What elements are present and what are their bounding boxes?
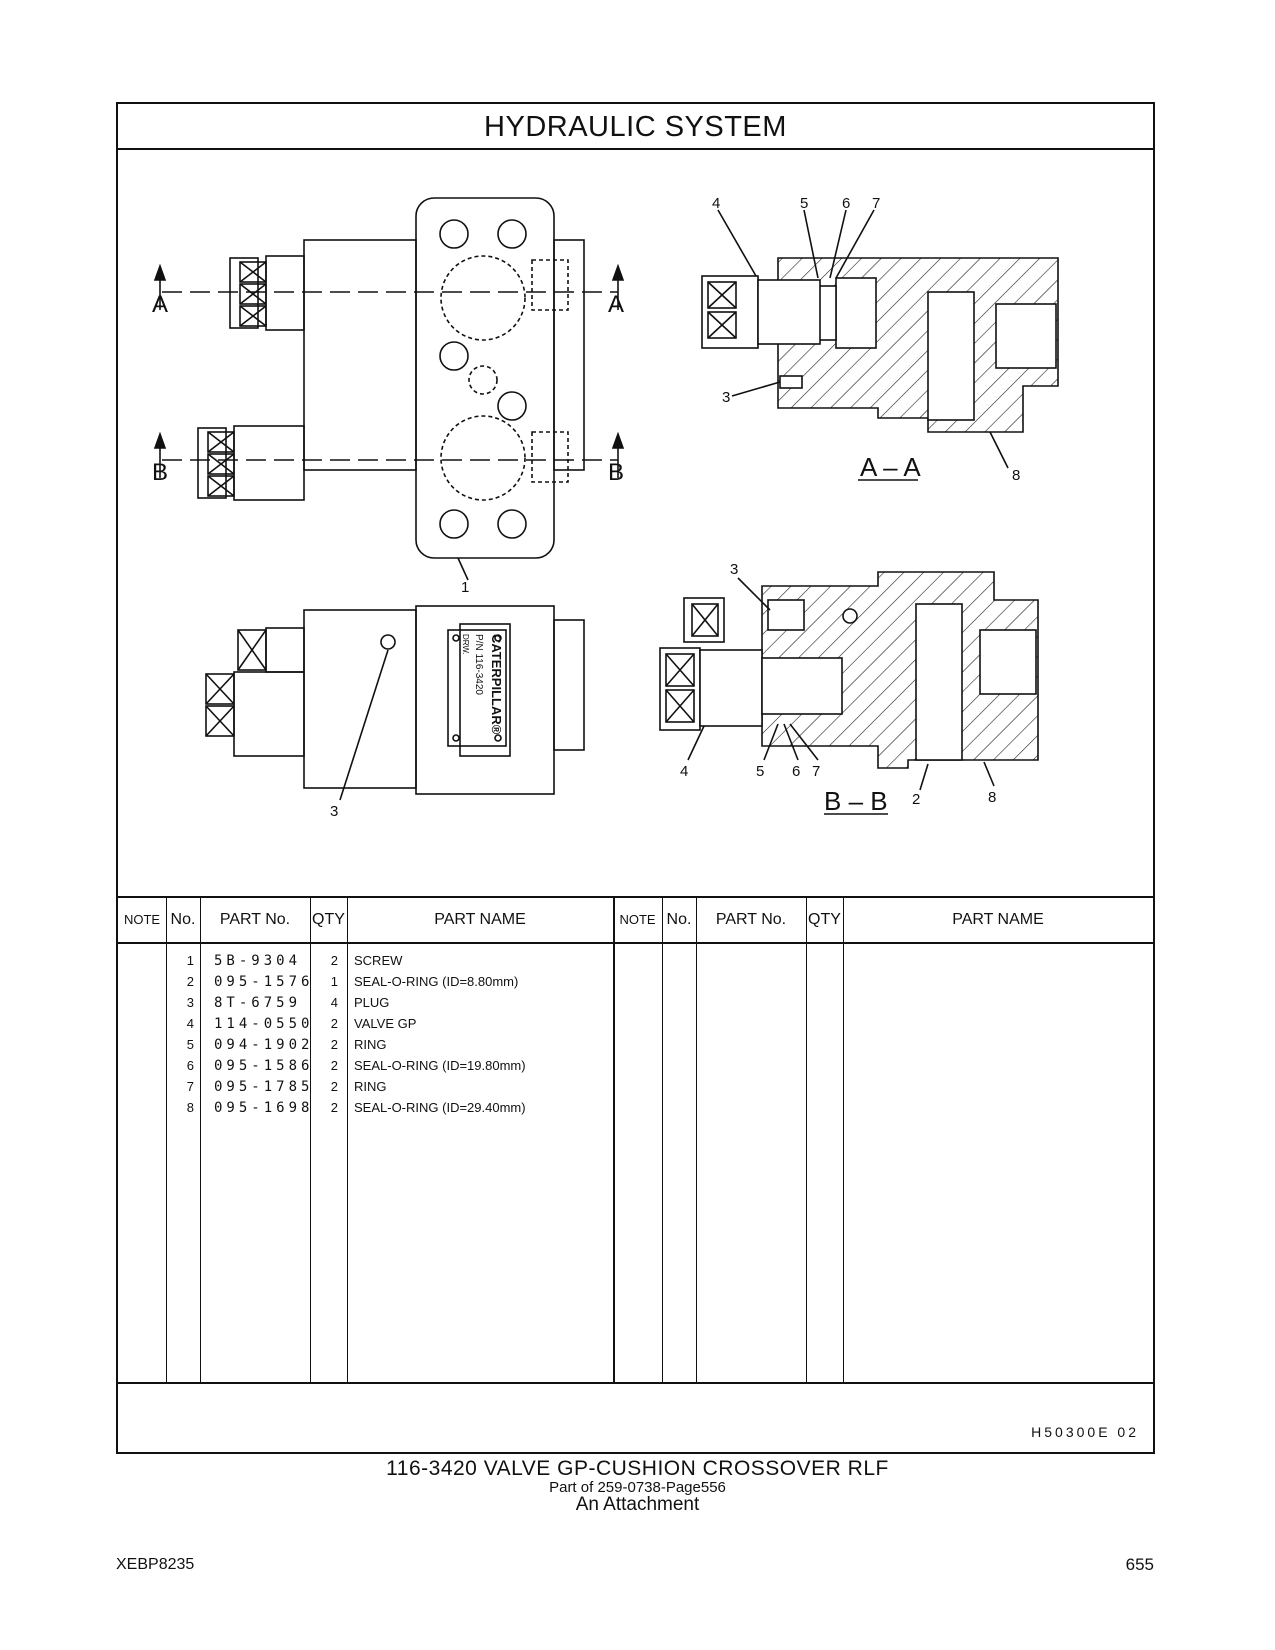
row-number: 4: [186, 1016, 194, 1031]
row-qty: 1: [330, 974, 338, 989]
header-divider: [118, 942, 1153, 944]
callout-aa-6: 6: [842, 195, 851, 212]
section-mark-a-left: A: [152, 291, 169, 318]
callout-aa-5: 5: [800, 195, 809, 212]
row-part-no: 094-1902: [214, 1037, 314, 1053]
row-qty: 2: [330, 1100, 338, 1115]
callout-bb-4: 4: [680, 763, 689, 780]
col-divider: [662, 898, 663, 1384]
col-divider: [806, 898, 807, 1384]
col-divider: [696, 898, 697, 1384]
parts-table: [118, 896, 1153, 1382]
row-part-name: SEAL-O-RING (ID=19.80mm): [354, 1058, 526, 1073]
attachment-label: An Attachment: [575, 1494, 700, 1515]
callout-3-side: 3: [330, 803, 339, 820]
row-qty: 2: [330, 953, 338, 968]
header-part-no: PART No.: [219, 911, 291, 928]
table-row: [118, 971, 613, 993]
table-row: [118, 1055, 613, 1077]
row-qty: 2: [330, 1016, 338, 1031]
assembly-caption: 116-3420 VALVE GP-CUSHION CROSSOVER RLF: [386, 1457, 889, 1480]
row-part-no: 095-1586: [214, 1058, 314, 1074]
row-part-name: RING: [354, 1037, 387, 1052]
table-row: [118, 1013, 613, 1035]
row-part-name: SCREW: [354, 953, 403, 968]
section-bb-drawing: [660, 572, 1038, 814]
table-row: [118, 1034, 613, 1056]
header-note: NOTE: [123, 912, 161, 927]
row-number: 8: [186, 1100, 194, 1115]
header-note-right: NOTE: [619, 912, 656, 927]
side-view-valve: [206, 606, 584, 800]
callout-aa-4: 4: [712, 195, 721, 212]
callout-bb-8: 8: [988, 789, 997, 806]
header-qty: QTY: [312, 911, 345, 928]
document-id: XEBP8235: [116, 1556, 195, 1573]
section-aa-drawing: [702, 210, 1058, 480]
row-part-name: RING: [354, 1079, 387, 1094]
top-view-valve: [155, 198, 623, 580]
parts-sheet-frame: [116, 102, 1155, 1454]
callout-1: 1: [461, 579, 470, 596]
callout-aa-7: 7: [872, 195, 881, 212]
table-row: [118, 1097, 613, 1119]
footer-divider: [118, 1382, 1153, 1384]
row-part-name: VALVE GP: [354, 1016, 417, 1031]
row-part-no: 095-1576: [214, 974, 314, 990]
row-number: 7: [186, 1079, 194, 1094]
col-divider: [843, 898, 844, 1384]
row-qty: 4: [330, 995, 338, 1010]
row-part-name: SEAL-O-RING (ID=8.80mm): [354, 974, 519, 989]
callout-bb-5: 5: [756, 763, 765, 780]
row-part-name: SEAL-O-RING (ID=29.40mm): [354, 1100, 526, 1115]
row-part-no: 5B-9304: [214, 953, 302, 969]
header-part-name-right: PART NAME: [952, 911, 1044, 928]
row-number: 6: [186, 1058, 194, 1073]
exploded-diagram: [118, 150, 1153, 896]
valve-drawing-svg: [118, 150, 1153, 896]
callout-bb-6: 6: [792, 763, 801, 780]
row-qty: 2: [330, 1058, 338, 1073]
callout-bb-7: 7: [812, 763, 821, 780]
callout-bb-2: 2: [912, 791, 921, 808]
header-no-right: No.: [666, 911, 692, 928]
row-part-no: 095-1698: [214, 1100, 314, 1116]
row-number: 1: [186, 953, 194, 968]
row-qty: 2: [330, 1037, 338, 1052]
callout-aa-3: 3: [722, 389, 731, 406]
page-number: 655: [1125, 1555, 1154, 1574]
nameplate-brand: CATERPILLAR®: [489, 634, 504, 735]
section-aa-label: A – A: [860, 452, 921, 482]
page-title: HYDRAULIC SYSTEM: [118, 104, 1153, 150]
section-mark-a-right: A: [608, 291, 625, 318]
row-part-no: 095-1785: [214, 1079, 314, 1095]
row-number: 2: [186, 974, 194, 989]
section-bb-label: B – B: [824, 786, 888, 816]
row-number: 5: [186, 1037, 194, 1052]
header-qty-right: QTY: [808, 911, 841, 928]
nameplate-part-number: P/N 116-3420: [473, 634, 484, 695]
col-divider: [613, 898, 615, 1384]
header-no: No.: [170, 911, 196, 928]
callout-aa-8: 8: [1012, 467, 1021, 484]
header-part-name: PART NAME: [434, 911, 526, 928]
table-row: [118, 992, 613, 1014]
row-part-no: 114-0550: [214, 1016, 314, 1032]
callout-bb-3: 3: [730, 561, 739, 578]
drawing-code: H50300E 02: [1031, 1424, 1139, 1440]
header-part-no-right: PART No.: [715, 911, 787, 928]
row-qty: 2: [330, 1079, 338, 1094]
table-row: [118, 1076, 613, 1098]
section-mark-b-right: B: [608, 459, 625, 486]
assembly-parent-ref: Part of 259-0738-Page556: [549, 1479, 726, 1496]
row-number: 3: [186, 995, 194, 1010]
table-row: [118, 950, 613, 972]
row-part-name: PLUG: [354, 995, 390, 1010]
nameplate-drawing-ref: DRW.: [461, 634, 470, 655]
section-mark-b-left: B: [152, 459, 169, 486]
row-part-no: 8T-6759: [214, 995, 302, 1011]
